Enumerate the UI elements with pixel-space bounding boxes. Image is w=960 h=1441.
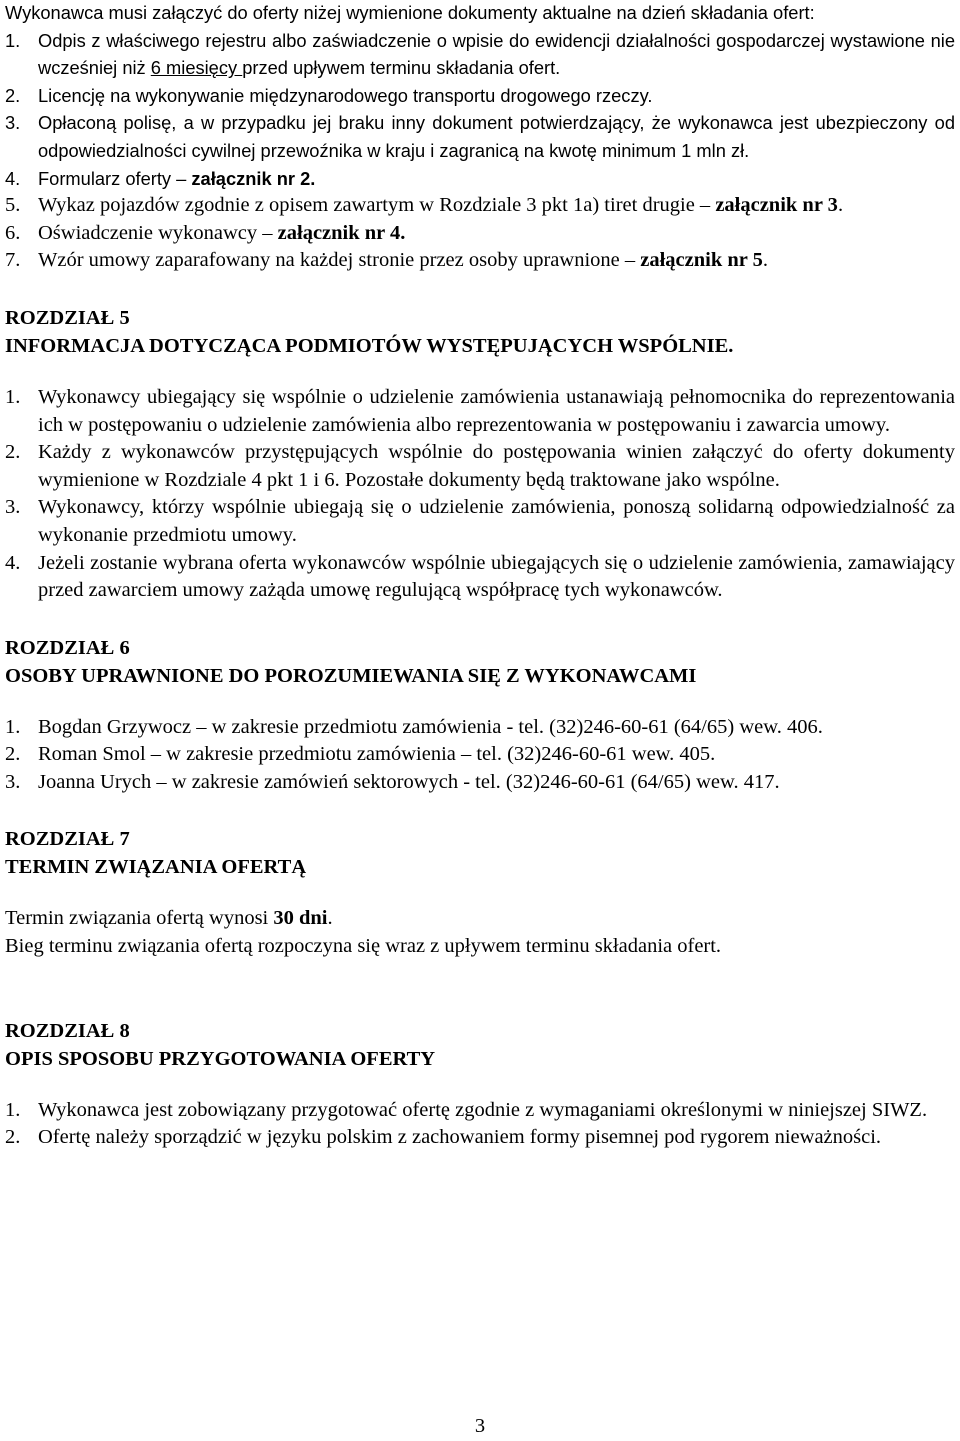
item-text: Roman Smol – w zakresie przedmiotu zamówienia – tel. (32)246-60-61 wew. 405. xyxy=(38,743,716,766)
item-number: 1. xyxy=(5,385,21,408)
list-item xyxy=(5,384,955,439)
validity-text: Termin związania ofertą wynosi xyxy=(5,907,274,930)
list-item xyxy=(5,27,955,82)
item-number: 3. xyxy=(5,496,21,519)
list-item xyxy=(5,82,955,110)
item-text: Wykaz pojazdów zgodnie z opisem zawartym w Rozdziale 3 pkt 1a) tiret drugie – xyxy=(38,194,716,217)
section-6 xyxy=(5,634,955,797)
item-text-underlined: 6 miesięcy xyxy=(150,57,243,79)
item-text: Wykonawca jest zobowiązany przygotować ofertę zgodnie z wymaganiami określonymi w niniejszej SIWZ. xyxy=(38,1098,928,1121)
item-number: 5. xyxy=(5,194,21,217)
section-title: OSOBY UPRAWNIONE DO POROZUMIEWANIA SIĘ Z WYKONAWCAMI xyxy=(5,664,697,687)
list-item xyxy=(5,741,955,769)
validity-text-tail: . xyxy=(327,907,333,930)
item-number: 3. xyxy=(5,770,21,793)
list-item xyxy=(5,714,955,742)
section-title: OPIS SPOSOBU PRZYGOTOWANIA OFERTY xyxy=(5,1047,436,1070)
list-item xyxy=(5,550,955,605)
attachment-ref: załącznik nr 5 xyxy=(640,249,763,272)
item-number: 2. xyxy=(5,1126,21,1149)
item-number: 4. xyxy=(5,167,21,189)
section-heading: ROZDZIAŁ 5 xyxy=(5,306,130,329)
list-item xyxy=(5,494,955,549)
item-text: Ofertę należy sporządzić w języku polskim z zachowaniem formy pisemnej pod rygorem nieważności. xyxy=(38,1126,882,1149)
item-number: 1. xyxy=(5,715,21,738)
item-number: 2. xyxy=(5,743,21,766)
item-number: 1. xyxy=(5,1098,21,1121)
section-heading: ROZDZIAŁ 6 xyxy=(5,636,130,659)
item-text: Wzór umowy zaparafowany na każdej stronie przez osoby uprawnione – xyxy=(38,249,641,272)
section-8-list xyxy=(5,1097,955,1152)
item-text: Licencję na wykonywanie międzynarodowego transportu drogowego rzeczy. xyxy=(38,84,653,106)
item-text-tail: . xyxy=(762,249,768,272)
item-text: Formularz oferty – xyxy=(38,167,192,189)
section-5-list xyxy=(5,384,955,605)
item-text: Wykonawcy ubiegający się wspólnie o udzielenie zamówienia ustanawiają pełnomocnika do reprezentowania ich w postępowaniu o udzielenie zamówienia albo reprezentowania w postępowaniu i zawarcia umowy. xyxy=(38,385,955,436)
item-text-tail: . xyxy=(837,194,844,217)
item-text: Każdy z wykonawców przystępujących wspólnie do postępowania winien załączyć do oferty dokumenty wymienione w Rozdziale 4 pkt 1 i 6. Pozostałe dokumenty będą traktowane jako wspólne. xyxy=(38,441,955,491)
list-item xyxy=(5,769,955,797)
attachment-ref: załącznik nr 2. xyxy=(191,167,316,189)
section-title: TERMIN ZWIĄZANIA OFERTĄ xyxy=(5,856,307,879)
validity-start-line: Bieg terminu związania ofertą rozpoczyna się wraz z upływem terminu składania ofert. xyxy=(5,935,722,958)
item-number: 2. xyxy=(5,441,21,464)
list-item xyxy=(5,247,955,275)
section-7 xyxy=(5,825,955,960)
section-5 xyxy=(5,304,955,605)
item-number: 4. xyxy=(5,551,21,574)
item-text: Oświadczenie wykonawcy – xyxy=(38,221,278,244)
item-text-tail: przed upływem terminu składania ofert. xyxy=(242,57,561,79)
list-item xyxy=(5,220,955,248)
item-text: Jeżeli zostanie wybrana oferta wykonawców wspólnie ubiegających się o udzielenie zamówienia, zamawiający przed zawarciem umowy zażąda umowę regulującą współpracę tych wykonawców. xyxy=(38,551,955,602)
intro-paragraph: Wykonawca musi załączyć do oferty niżej wymienione dokumenty aktualne na dzień składania ofert: xyxy=(5,2,815,23)
list-item xyxy=(5,192,955,220)
section-title: INFORMACJA DOTYCZĄCA PODMIOTÓW WYSTĘPUJĄCYCH WSPÓLNIE. xyxy=(5,334,734,357)
item-text: Odpis z właściwego rejestru albo zaświadczenie o wpisie do ewidencji działalności gospodarczej wystawione nie wcześniej niż xyxy=(38,29,955,79)
item-number: 2. xyxy=(5,84,21,106)
item-text: Joanna Urych – w zakresie zamówień sektorowych - tel. (32)246-60-61 (64/65) wew. 417. xyxy=(38,770,780,793)
attachment-ref: załącznik nr 4. xyxy=(277,221,406,244)
item-number: 6. xyxy=(5,221,21,244)
item-number: 3. xyxy=(5,112,21,134)
list-item xyxy=(5,165,955,193)
list-item xyxy=(5,439,955,494)
page-number: 3 xyxy=(474,1415,486,1437)
section-8 xyxy=(5,1017,955,1152)
item-number: 7. xyxy=(5,249,21,272)
section-heading: ROZDZIAŁ 8 xyxy=(5,1019,130,1042)
list-item xyxy=(5,109,955,164)
section-heading: ROZDZIAŁ 7 xyxy=(5,828,130,851)
validity-days: 30 dni xyxy=(273,907,328,930)
item-number: 1. xyxy=(5,29,21,51)
item-text: Opłaconą polisę, a w przypadku jej braku inny dokument potwierdzający, że wykonawca jest ubezpieczony od odpowiedzialności cywilnej przewoźnika w kraju i zagranicą na kwotę minimum 1 mln zł. xyxy=(38,112,955,161)
section-6-list xyxy=(5,714,955,797)
attachment-ref: załącznik nr 3 xyxy=(715,194,838,217)
list-item xyxy=(5,1097,955,1125)
validity-period-line xyxy=(5,905,955,933)
item-text: Bogdan Grzywocz – w zakresie przedmiotu zamówienia - tel. (32)246-60-61 (64/65) wew. 406. xyxy=(38,715,823,738)
item-text: Wykonawcy, którzy wspólnie ubiegają się o udzielenie zamówienia, ponoszą solidarną odpowiedzialność za wykonanie przedmiotu umowy. xyxy=(38,496,955,546)
required-documents-list xyxy=(5,27,955,275)
list-item xyxy=(5,1124,955,1152)
document-page xyxy=(5,0,955,1152)
